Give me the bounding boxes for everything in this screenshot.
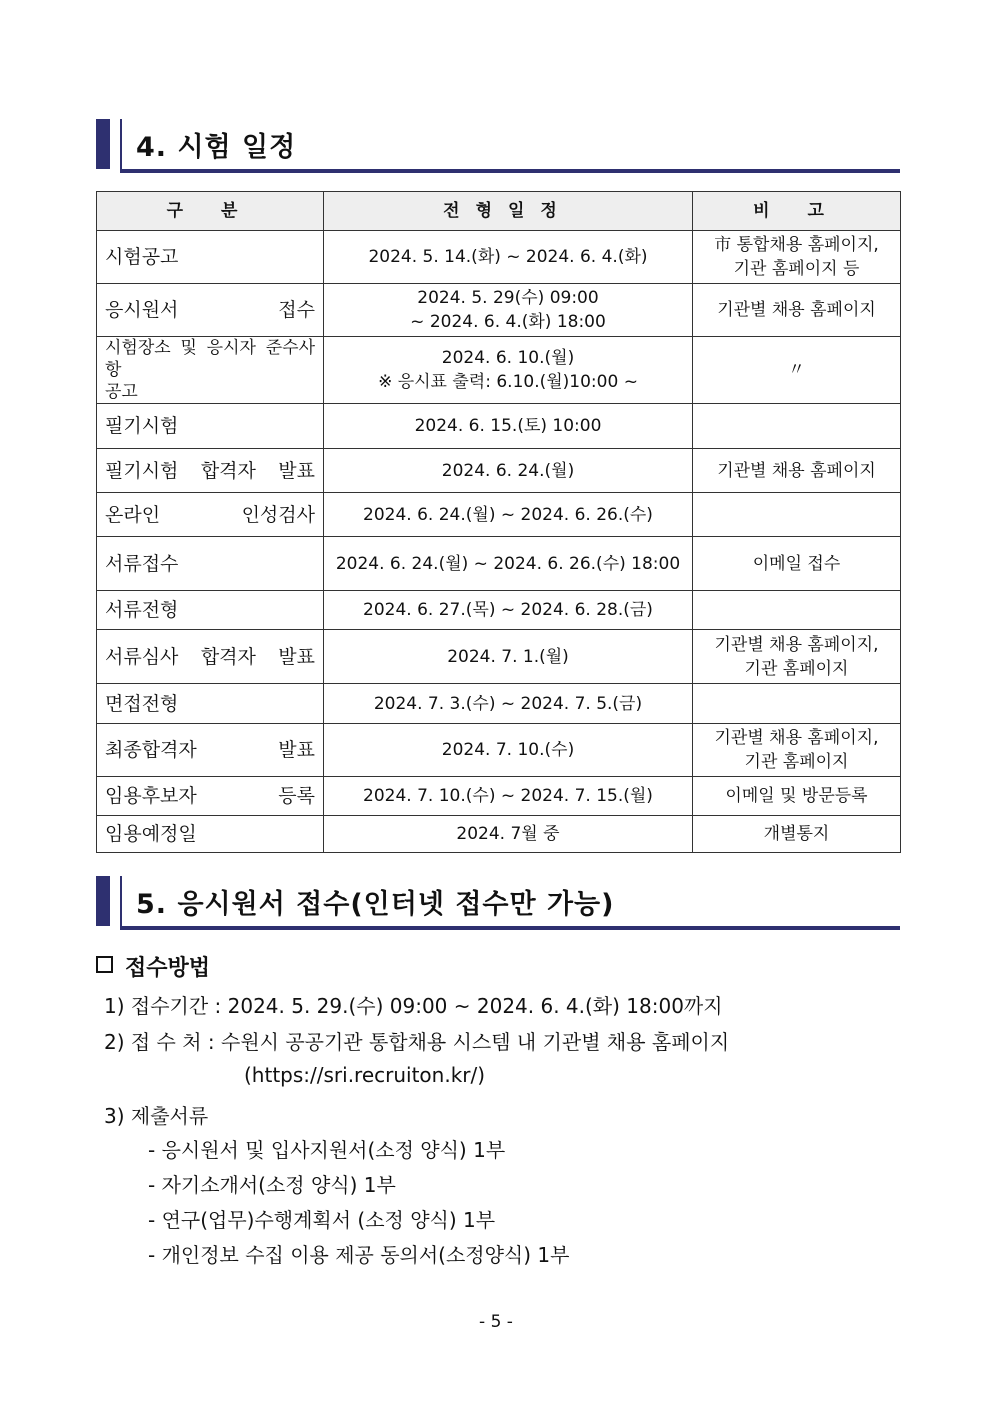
row-note: 기관별 채용 홈페이지, 기관 홈페이지 xyxy=(693,630,901,684)
table-row xyxy=(97,684,901,724)
table-row xyxy=(97,630,901,684)
application-place: 2) 접 수 처 : 수원시 공공기관 통합채용 시스템 내 기관별 채용 홈페이지 xyxy=(104,1030,730,1054)
section-underline xyxy=(120,926,900,930)
row-category: 임용후보자 등록 xyxy=(97,777,324,816)
table-row xyxy=(97,591,901,630)
row-date: 2024. 6. 15.(토) 10:00 xyxy=(324,404,693,449)
documents-heading: 3) 제출서류 xyxy=(104,1104,209,1128)
row-date: 2024. 7. 3.(수) ~ 2024. 7. 5.(금) xyxy=(324,684,693,724)
row-date: 2024. 6. 24.(월) xyxy=(324,449,693,493)
method-heading xyxy=(96,951,210,982)
table-row xyxy=(97,537,901,591)
document-item: - 개인정보 수집 이용 제공 동의서(소정양식) 1부 xyxy=(148,1243,570,1267)
table-row xyxy=(97,337,901,404)
section-5-title: 5. 응시원서 접수(인터넷 접수만 가능) xyxy=(136,889,615,920)
row-category: 필기시험 합격자 발표 xyxy=(97,449,324,493)
row-date: 2024. 7. 10.(수) xyxy=(324,724,693,777)
row-date: 2024. 6. 24.(월) ~ 2024. 6. 26.(수) xyxy=(324,493,693,537)
row-category: 시험공고 xyxy=(97,231,324,284)
row-date: 2024. 6. 24.(월) ~ 2024. 6. 26.(수) 18:00 xyxy=(324,537,693,591)
row-date: 2024. 7. 1.(월) xyxy=(324,630,693,684)
section-vline-decoration xyxy=(120,119,122,171)
section-4-title: 4. 시험 일정 xyxy=(136,132,297,163)
row-note: 기관별 채용 홈페이지 xyxy=(693,284,901,337)
table-row xyxy=(97,724,901,777)
section-underline xyxy=(120,169,900,173)
row-category: 온라인 인성검사 xyxy=(97,493,324,537)
row-date: 2024. 5. 29(수) 09:00 ~ 2024. 6. 4.(화) 18:00 xyxy=(324,284,693,337)
header-schedule: 전형일정 xyxy=(324,192,693,231)
exam-schedule-table xyxy=(96,191,901,853)
section-bar-decoration xyxy=(96,876,110,926)
square-bullet-icon xyxy=(96,956,113,973)
page-number: - 5 - xyxy=(479,1312,513,1332)
table-row xyxy=(97,449,901,493)
table-row xyxy=(97,404,901,449)
application-period: 1) 접수기간 : 2024. 5. 29.(수) 09:00 ~ 2024. 6. 4.(화) 18:00까지 xyxy=(104,994,723,1018)
table-row xyxy=(97,231,901,284)
row-note: 이메일 및 방문등록 xyxy=(693,777,901,816)
row-note: 市 통합채용 홈페이지, 기관 홈페이지 등 xyxy=(693,231,901,284)
section-4-header xyxy=(96,119,900,173)
row-note: 개별통지 xyxy=(693,816,901,853)
table-row xyxy=(97,777,901,816)
row-note xyxy=(693,493,901,537)
row-category: 시험장소 및 응시자 준수사항 공고 xyxy=(97,337,324,404)
table-row xyxy=(97,284,901,337)
row-note: 〃 xyxy=(693,337,901,404)
row-category: 면접전형 xyxy=(97,684,324,724)
row-category: 최종합격자 발표 xyxy=(97,724,324,777)
row-date: 2024. 7. 10.(수) ~ 2024. 7. 15.(월) xyxy=(324,777,693,816)
table-row xyxy=(97,493,901,537)
table-header-row xyxy=(97,192,901,231)
table-row xyxy=(97,816,901,853)
row-note: 기관별 채용 홈페이지 xyxy=(693,449,901,493)
row-note: 기관별 채용 홈페이지, 기관 홈페이지 xyxy=(693,724,901,777)
row-note xyxy=(693,591,901,630)
row-date: 2024. 6. 10.(월) ※ 응시표 출력: 6.10.(월)10:00 ~ xyxy=(324,337,693,404)
row-note xyxy=(693,684,901,724)
section-bar-decoration xyxy=(96,119,110,169)
row-note xyxy=(693,404,901,449)
row-date: 2024. 7월 중 xyxy=(324,816,693,853)
row-category: 응시원서 접수 xyxy=(97,284,324,337)
method-heading-text: 접수방법 xyxy=(125,956,211,981)
header-note: 비 고 xyxy=(693,192,901,231)
row-date: 2024. 5. 14.(화) ~ 2024. 6. 4.(화) xyxy=(324,231,693,284)
document-item: - 응시원서 및 입사지원서(소정 양식) 1부 xyxy=(148,1138,506,1162)
document-item: - 연구(업무)수행계획서 (소정 양식) 1부 xyxy=(148,1208,496,1232)
row-category: 서류접수 xyxy=(97,537,324,591)
section-vline-decoration xyxy=(120,876,122,928)
row-category: 서류심사 합격자 발표 xyxy=(97,630,324,684)
header-category: 구 분 xyxy=(97,192,324,231)
application-url: (https://sri.recruiton.kr/) xyxy=(244,1063,486,1087)
row-category: 임용예정일 xyxy=(97,816,324,853)
row-note: 이메일 접수 xyxy=(693,537,901,591)
row-date: 2024. 6. 27.(목) ~ 2024. 6. 28.(금) xyxy=(324,591,693,630)
document-item: - 자기소개서(소정 양식) 1부 xyxy=(148,1173,396,1197)
row-category: 서류전형 xyxy=(97,591,324,630)
section-5-header xyxy=(96,876,900,930)
row-category: 필기시험 xyxy=(97,404,324,449)
